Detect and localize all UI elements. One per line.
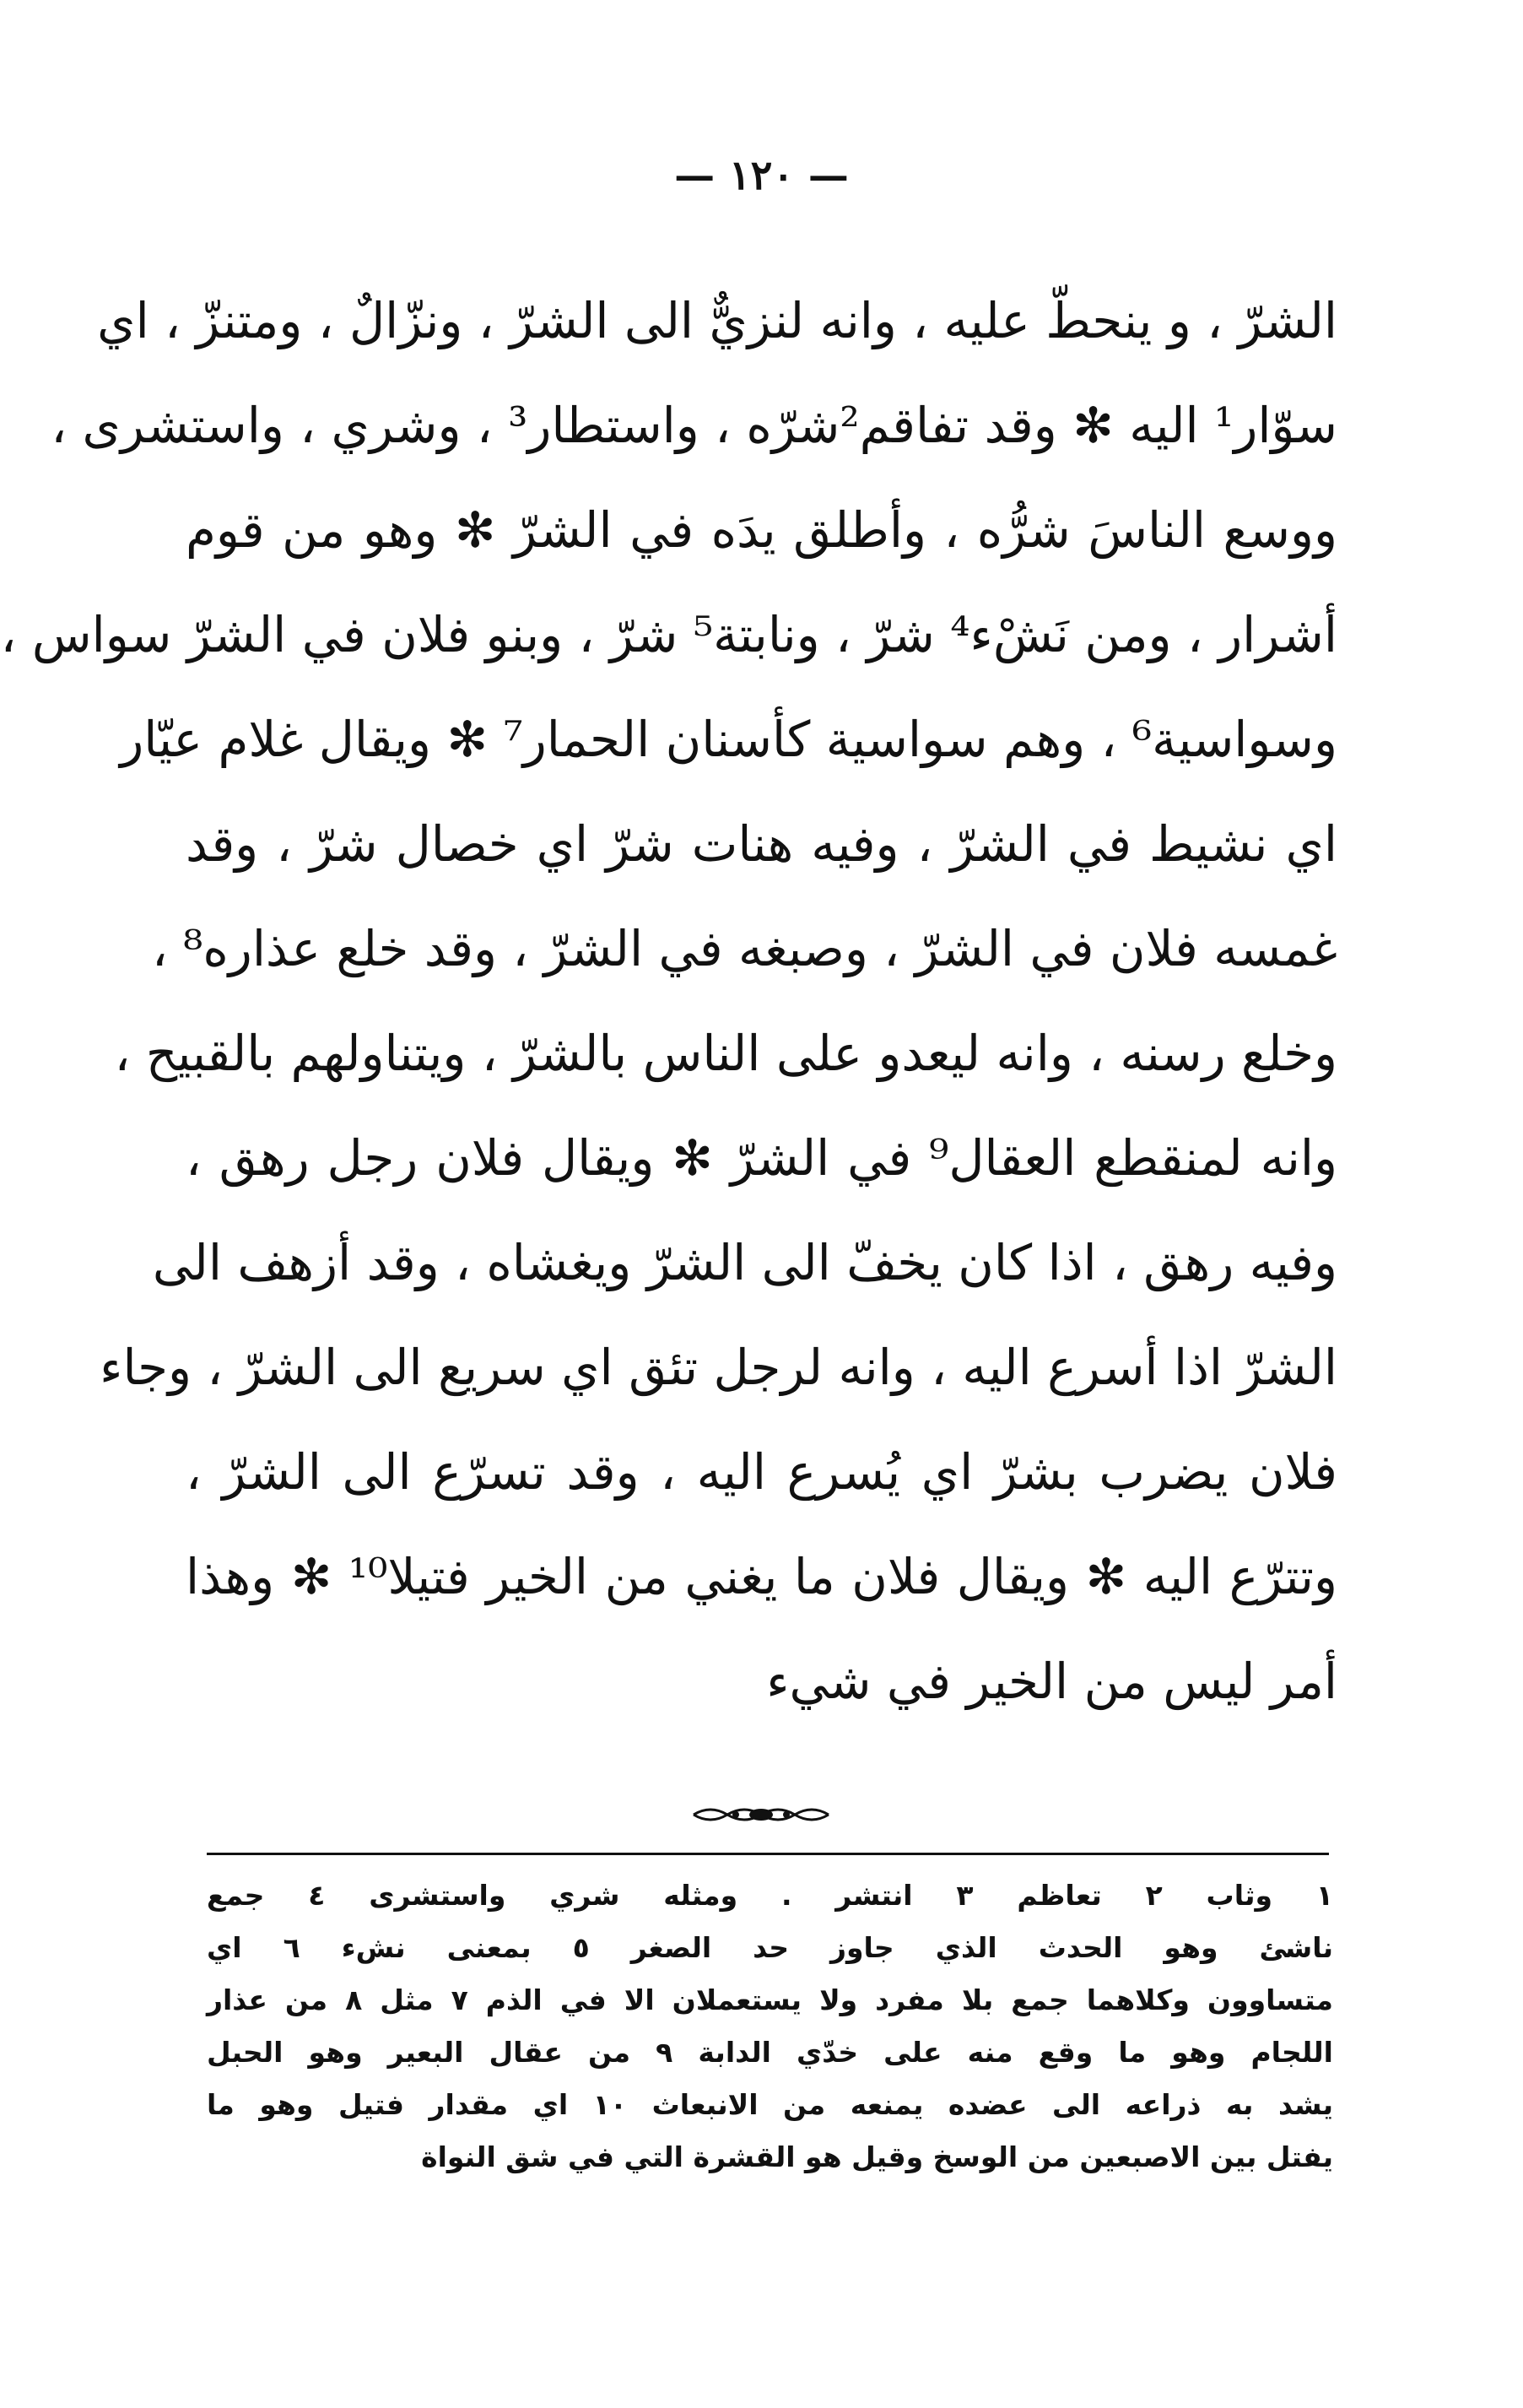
body-line: اي نشيط في الشرّ ، وفيه هنات شرّ اي خصال شرّ ، وقد [186,815,1337,873]
footnote-line: ناشئ وهو الحدث الذي جاوز حد الصغر ٥ بمعنى نشء ٦ اي [207,1931,1334,1964]
footnote-line: يشد به ذراعه الى عضده يمنعه من الانبعاث ١٠ اي مقدار فتيل وهو ما [207,2088,1333,2121]
footnote-rule [207,1853,1329,1855]
body-line-last: أمر ليس من الخير في شيء [766,1653,1337,1710]
body-line: ووسع الناسَ شرُّه ، وأطلق يدَه في الشرّ ✻ وهو من قوم [186,501,1337,559]
body-line: أشرار ، ومن نَشْء⁴ شرّ ، ونابتة⁵ شرّ ، وبنو فلان في الشرّ سواس ، [0,606,1337,663]
body-line: فلان يضرب بشرّ اي يُسرع اليه ، وقد تسرّع الى الشرّ ، [186,1443,1337,1501]
body-text [0,268,1337,1734]
section-ornament-icon [685,1798,837,1832]
footnote-line: متساوون وكلاهما جمع بلا مفرد ولا يستعملان الا في الذم ٧ مثل ٨ من عذار [207,1983,1333,2016]
footnote-line-last: يفتل بين الاصبعين من الوسخ وقيل هو القشرة التي في شق النواة [421,2140,1333,2173]
body-line: الشرّ اذا أسرع اليه ، وانه لرجل تئق اي سريع الى الشرّ ، وجاء [100,1339,1337,1396]
body-line: سوّار¹ اليه ✻ وقد تفاقم²شرّه ، واستطار³ ، وشري ، واستشرى ، [51,397,1337,454]
page-number: — ١٢٠ — [674,152,849,199]
body-line: وتترّع اليه ✻ ويقال فلان ما يغني من الخير فتيلا¹⁰ ✻ وهذا [186,1548,1337,1605]
body-line: وانه لمنقطع العقال⁹ في الشرّ ✻ ويقال فلان رجل رهق ، [186,1129,1337,1187]
footnote-line: اللجام وهو ما وقع منه على خدّي الدابة ٩ من عقال البعير وهو الحبل [207,2036,1333,2069]
body-line: الشرّ ، و ينحطّ عليه ، وانه لنزيٌّ الى الشرّ ، ونزّالٌ ، ومتنزّ ، اي [97,292,1337,349]
body-line: غمسه فلان في الشرّ ، وصبغه في الشرّ ، وقد خلع عذاره⁸ ، [152,920,1337,977]
footnotes [207,1870,1333,2183]
body-line: وفيه رهق ، اذا كان يخفّ الى الشرّ ويغشاه ، وقد أزهف الى [152,1234,1337,1291]
body-line: وسواسية⁶ ، وهم سواسية كأسنان الحمار⁷ ✻ ويقال غلام عيّار [120,711,1337,768]
footnote-line: ١ وثاب ٢ تعاظم ٣ انتشر . ومثله شري واستشرى ٤ جمع [207,1879,1333,1912]
body-line: وخلع رسنه ، وانه ليعدو على الناس بالشرّ ، ويتناولهم بالقبيح ، [114,1025,1337,1082]
